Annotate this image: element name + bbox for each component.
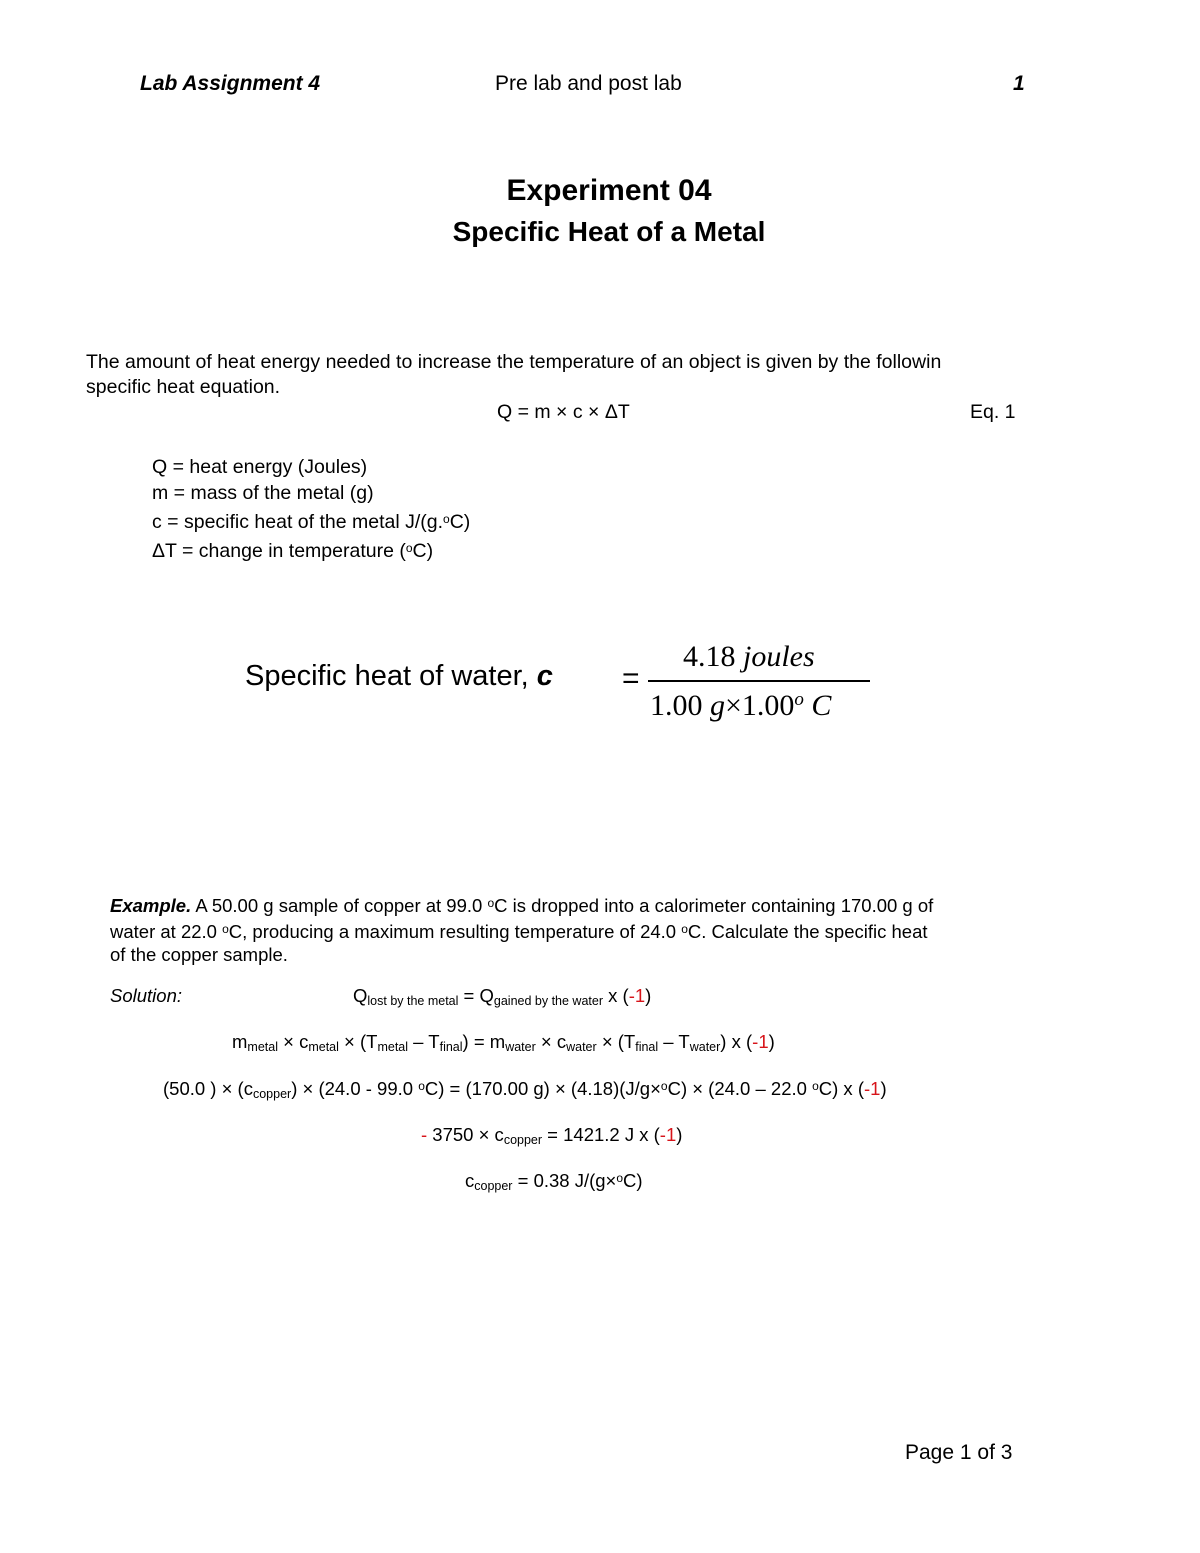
sub-metal: metal	[247, 1040, 278, 1054]
degree-symbol: o	[405, 541, 413, 555]
definition-dt-unit: C)	[412, 540, 434, 562]
water-terms: C) = (170.00 g) × (4.18)(J/g×	[424, 1078, 661, 1099]
heat-value: = 1421.2 J x (	[542, 1124, 660, 1145]
t-final: × (T	[596, 1031, 636, 1052]
definition-m: m = mass of the metal (g)	[152, 482, 374, 504]
negative-one: -1	[863, 1078, 881, 1099]
definition-delta-t	[152, 535, 470, 564]
t-metal: × (T	[338, 1031, 378, 1052]
sub-metal: metal	[308, 1040, 339, 1054]
c-metal: × c	[278, 1031, 309, 1052]
solution-result	[465, 1170, 643, 1193]
m-metal: m	[232, 1031, 248, 1052]
definition-q: Q = heat energy (Joules)	[152, 456, 368, 478]
example-text-2b: C, producing a maximum resulting temperature of 24.0	[228, 920, 682, 942]
temp-change-water: C) × (24.0 – 22.0	[667, 1078, 813, 1099]
degree-symbol: o	[487, 896, 495, 910]
sub-copper: copper	[474, 1179, 513, 1193]
temp-change-metal: ) × (24.0 - 99.0	[291, 1078, 419, 1099]
example-text-1b: C is dropped into a calorimeter containing 170.00 g of	[494, 895, 934, 916]
c-copper: c	[465, 1170, 475, 1191]
t-water: – T	[658, 1031, 690, 1052]
negative-one: -1	[659, 1124, 677, 1145]
example-text-2a: water at 22.0	[110, 920, 223, 942]
negative-sign: -	[421, 1124, 428, 1145]
times-text: x (	[603, 985, 629, 1006]
q-gained: = Q	[458, 985, 494, 1006]
intro-line-2: specific heat equation.	[86, 376, 281, 398]
page-title: Experiment 04	[506, 174, 712, 207]
denominator-times: ×	[725, 689, 742, 722]
solution-label: Solution:	[110, 985, 182, 1006]
t-final: – T	[408, 1031, 440, 1052]
solution-line-4	[421, 1124, 682, 1147]
specific-heat-equals: =	[622, 662, 640, 695]
intro-paragraph	[86, 350, 941, 400]
solution-line-2	[232, 1031, 775, 1054]
header-left: Lab Assignment 4	[140, 72, 321, 95]
result-value: = 0.38 J/(g×	[512, 1170, 617, 1191]
sub-copper: copper	[252, 1087, 292, 1101]
solution-line-3	[163, 1078, 887, 1101]
example-text-1a: A 50.00 g sample of copper at 99.0	[191, 895, 488, 916]
c-copper-term: 3750 × c	[427, 1124, 504, 1145]
specific-heat-equation: Q = m × c × ΔT	[497, 401, 630, 423]
sub-copper: copper	[503, 1133, 543, 1147]
header-center: Pre lab and post lab	[495, 72, 682, 95]
fraction-numerator	[683, 640, 815, 674]
numerator-unit: joules	[743, 640, 815, 673]
denominator-mass: 1.00	[650, 689, 703, 722]
example-label: Example.	[110, 895, 192, 916]
example-paragraph	[110, 892, 933, 967]
sub-metal: metal	[377, 1040, 409, 1054]
sub-gained: gained by the water	[493, 994, 603, 1008]
degree-symbol: o	[660, 1079, 668, 1093]
close-paren: )	[768, 1031, 775, 1052]
header-page-number: 1	[1013, 72, 1025, 95]
denominator-temp: 1.00	[741, 689, 795, 722]
equation-label: Eq. 1	[970, 401, 1016, 423]
page-footer: Page 1 of 3	[905, 1441, 1013, 1464]
sub-final: final	[635, 1040, 659, 1054]
example-line-2	[110, 918, 933, 944]
sub-lost: lost by the metal	[367, 994, 459, 1008]
variable-definitions	[152, 454, 470, 564]
degree-symbol: o	[616, 1171, 624, 1185]
close-paren: )	[880, 1078, 887, 1099]
degree-symbol: o	[812, 1079, 819, 1093]
definition-dt-text: ΔT = change in temperature (	[152, 540, 406, 562]
c-water: × c	[535, 1031, 567, 1052]
sub-water: water	[566, 1040, 597, 1054]
sub-water: water	[505, 1040, 536, 1054]
example-text-2c: C. Calculate the specific heat	[687, 920, 928, 942]
degree-symbol: o	[443, 512, 450, 526]
denominator-celsius: C	[811, 689, 832, 722]
solution-line-1	[353, 985, 651, 1008]
degree-symbol: o	[222, 921, 229, 936]
example-line-1	[110, 892, 933, 918]
result-unit: C)	[623, 1170, 643, 1191]
example-line-3: of the copper sample.	[110, 944, 288, 965]
degree-symbol: o	[681, 921, 688, 936]
negative-one: -1	[752, 1031, 769, 1052]
m-water: ) = m	[462, 1031, 506, 1052]
specific-heat-variable: c	[536, 660, 553, 692]
mass-copper: (50.0 ) × (c	[163, 1078, 253, 1099]
negative-one: -1	[628, 985, 646, 1006]
specific-heat-water-label	[245, 660, 553, 693]
numerator-value: 4.18	[683, 640, 736, 673]
close-paren: )	[645, 985, 652, 1006]
page-subtitle: Specific Heat of a Metal	[452, 216, 766, 247]
denominator-gram: g	[710, 689, 725, 722]
degree-symbol: o	[418, 1079, 425, 1093]
close-paren: )	[676, 1124, 683, 1145]
intro-line-1: The amount of heat energy needed to increase the temperature of an object is given by the followin	[86, 351, 942, 373]
sub-final: final	[439, 1040, 463, 1054]
sub-water: water	[689, 1040, 721, 1054]
times-text: ) x (	[720, 1031, 753, 1052]
fraction-bar	[648, 680, 870, 682]
q-lost: Q	[353, 985, 368, 1006]
definition-c	[152, 506, 470, 535]
definition-c-text: c = specific heat of the metal J/(g.	[152, 511, 444, 533]
fraction-denominator	[650, 689, 831, 723]
definition-c-unit: C)	[449, 511, 471, 533]
times-text: C) x (	[818, 1078, 864, 1099]
specific-heat-water-text: Specific heat of water,	[245, 660, 537, 692]
denominator-degree: o	[794, 689, 804, 710]
